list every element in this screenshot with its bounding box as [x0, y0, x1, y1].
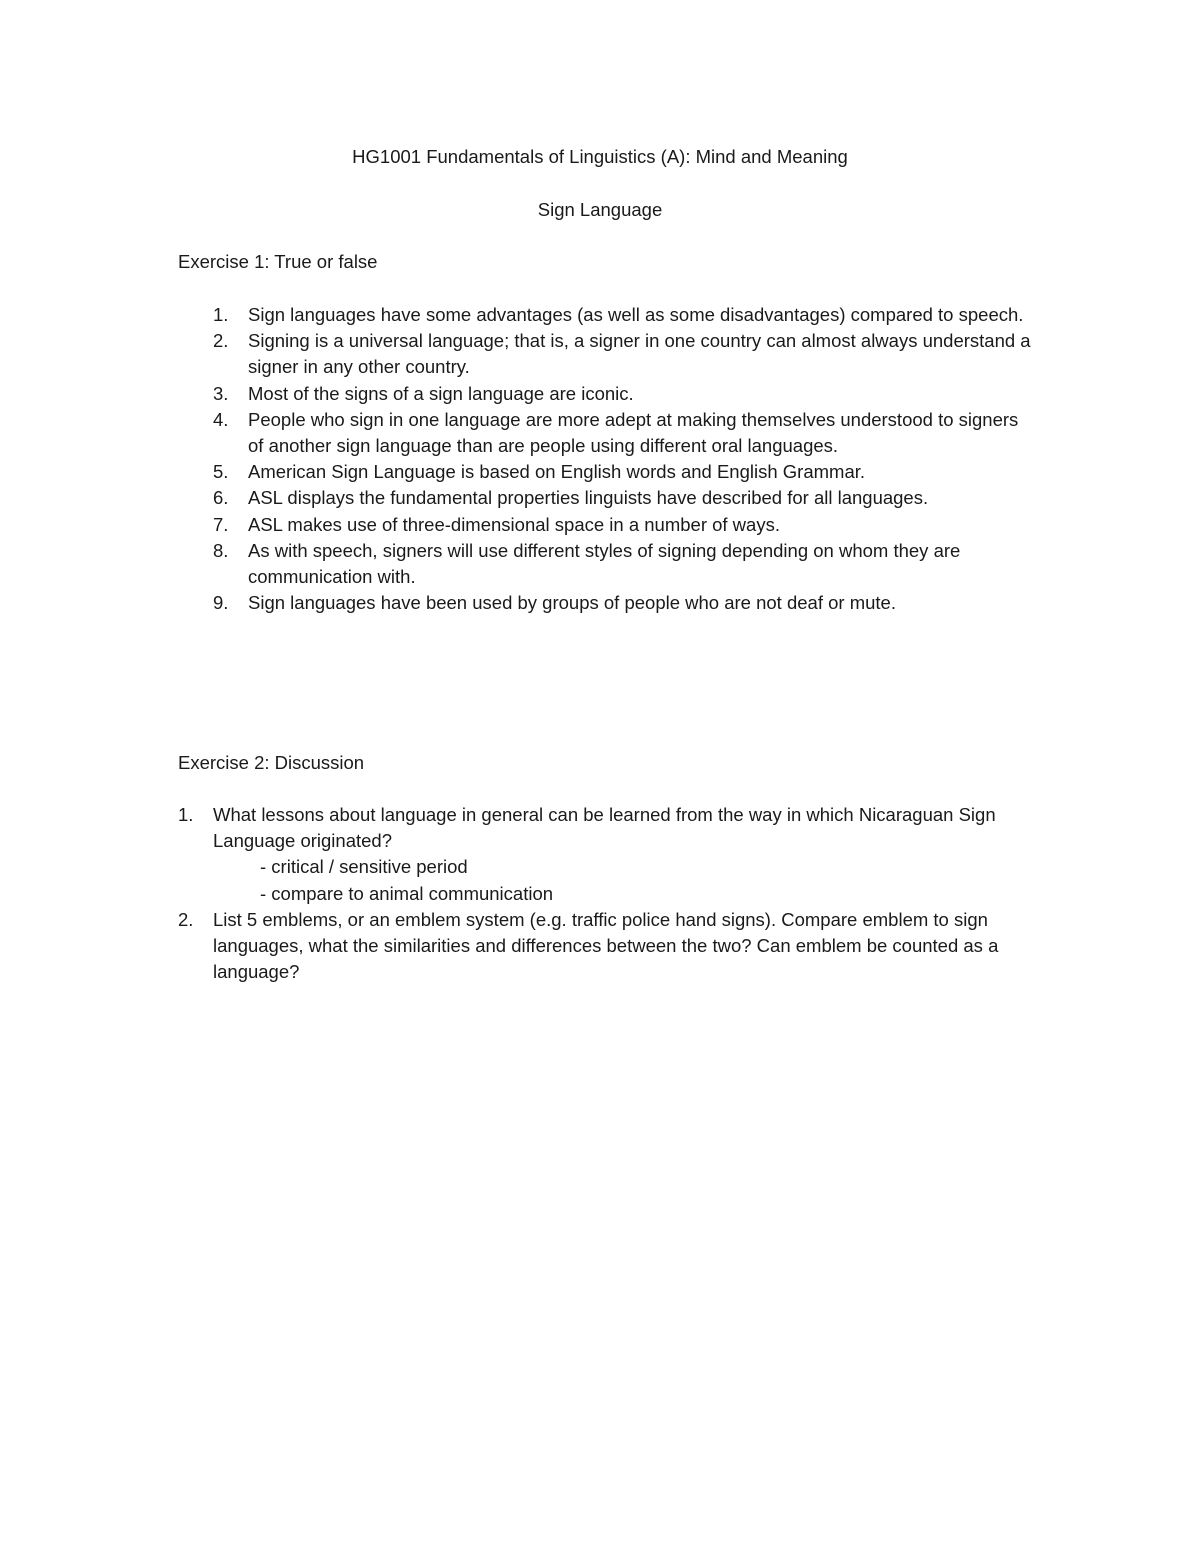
item-text: Sign languages have been used by groups of people who are not deaf or mute. — [248, 592, 896, 614]
item-text: As with speech, signers will use different styles of signing depending on whom they are communication with. — [248, 539, 961, 588]
list-item — [213, 407, 1033, 459]
list-item — [213, 302, 1033, 328]
item-text: List 5 emblems, or an emblem system (e.g. traffic police hand signs). Compare emblem to sign languages, what the similarities and differences between the two? Can emblem be counted as a language? — [213, 908, 999, 983]
item-text: Signing is a universal language; that is, a signer in one country can almost always understand a signer in any other country. — [248, 330, 1031, 378]
list-item — [213, 538, 1033, 590]
list-item — [213, 459, 1033, 485]
item-text: ASL makes use of three-dimensional space in a number of ways. — [248, 513, 780, 535]
item-text: Most of the signs of a sign language are iconic. — [248, 382, 634, 404]
item-text: ASL displays the fundamental properties linguists have described for all languages. — [248, 487, 929, 509]
list-item — [213, 590, 1033, 616]
item-text: Sign languages have some advantages (as well as some disadvantages) compared to speech. — [248, 304, 1024, 325]
sub-point: - critical / sensitive period — [260, 856, 468, 878]
item-number: 1. — [178, 804, 194, 825]
item-number: 5. — [213, 461, 229, 483]
item-text: American Sign Language is based on English words and English Grammar. — [248, 461, 866, 483]
list-item — [213, 328, 1033, 380]
document-title: HG1001 Fundamentals of Linguistics (A): Mind and Meaning — [352, 146, 848, 167]
item-number: 6. — [213, 487, 229, 509]
exercise2-heading: Exercise 2: Discussion — [178, 752, 365, 773]
exercise1-list — [213, 302, 1033, 616]
item-number: 2. — [178, 908, 194, 930]
document-subtitle: Sign Language — [537, 199, 663, 220]
item-number: 8. — [213, 539, 229, 561]
list-item — [178, 907, 1018, 986]
item-text: What lessons about language in general can be learned from the way in which Nicaraguan Sign Language originated? — [213, 804, 996, 852]
item-number: 1. — [213, 304, 229, 325]
exercise2-list — [178, 802, 1018, 985]
list-item — [178, 802, 1018, 907]
exercise1-heading: Exercise 1: True or false — [178, 251, 378, 272]
list-item — [213, 381, 1033, 407]
list-item — [213, 485, 1033, 511]
sub-point: - compare to animal communication — [260, 882, 554, 904]
item-number: 9. — [213, 592, 229, 614]
item-number: 2. — [213, 330, 229, 352]
item-number: 3. — [213, 382, 229, 404]
item-number: 4. — [213, 408, 229, 430]
item-text: People who sign in one language are more adept at making themselves understood to signers of another sign language than are people using different oral languages. — [248, 408, 1019, 457]
item-number: 7. — [213, 513, 229, 535]
list-item — [213, 512, 1033, 538]
